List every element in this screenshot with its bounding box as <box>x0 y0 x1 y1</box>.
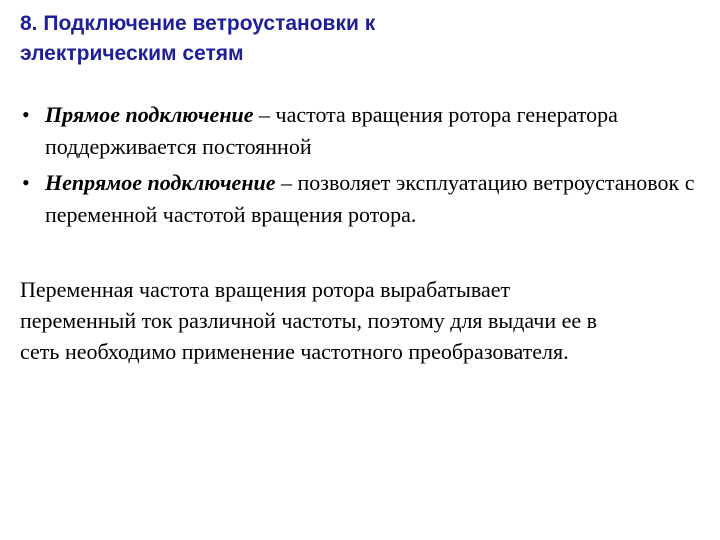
slide-title-line-1: 8. Подключение ветроустановки к <box>20 12 376 35</box>
slide-title <box>20 9 700 69</box>
bullet-text: – частота вращения ротора генератора поддерживается постоянной <box>45 102 618 159</box>
slide-title-line-2: электрическим сетям <box>20 42 244 65</box>
bullet-item-indirect-connection <box>20 167 710 231</box>
bullet-term: Прямое подключение <box>45 102 254 127</box>
paragraph-line-2: переменный ток различной частоты, поэтому для выдачи ее в <box>20 308 598 333</box>
explanation-paragraph <box>20 274 718 367</box>
paragraph-line-3: сеть необходимо применение частотного преобразователя. <box>20 339 569 364</box>
bullet-text: – позволяет эксплуатацию ветроустановок с переменной частотой вращения ротора. <box>45 170 695 227</box>
paragraph-line-1: Переменная частота вращения ротора вырабатывает <box>20 277 511 302</box>
bullet-dot-icon: • <box>22 170 30 195</box>
bullet-dot-icon: • <box>22 102 30 127</box>
bullet-term: Непрямое подключение <box>45 170 276 195</box>
bullet-list <box>20 99 710 235</box>
bullet-item-direct-connection <box>20 99 710 163</box>
